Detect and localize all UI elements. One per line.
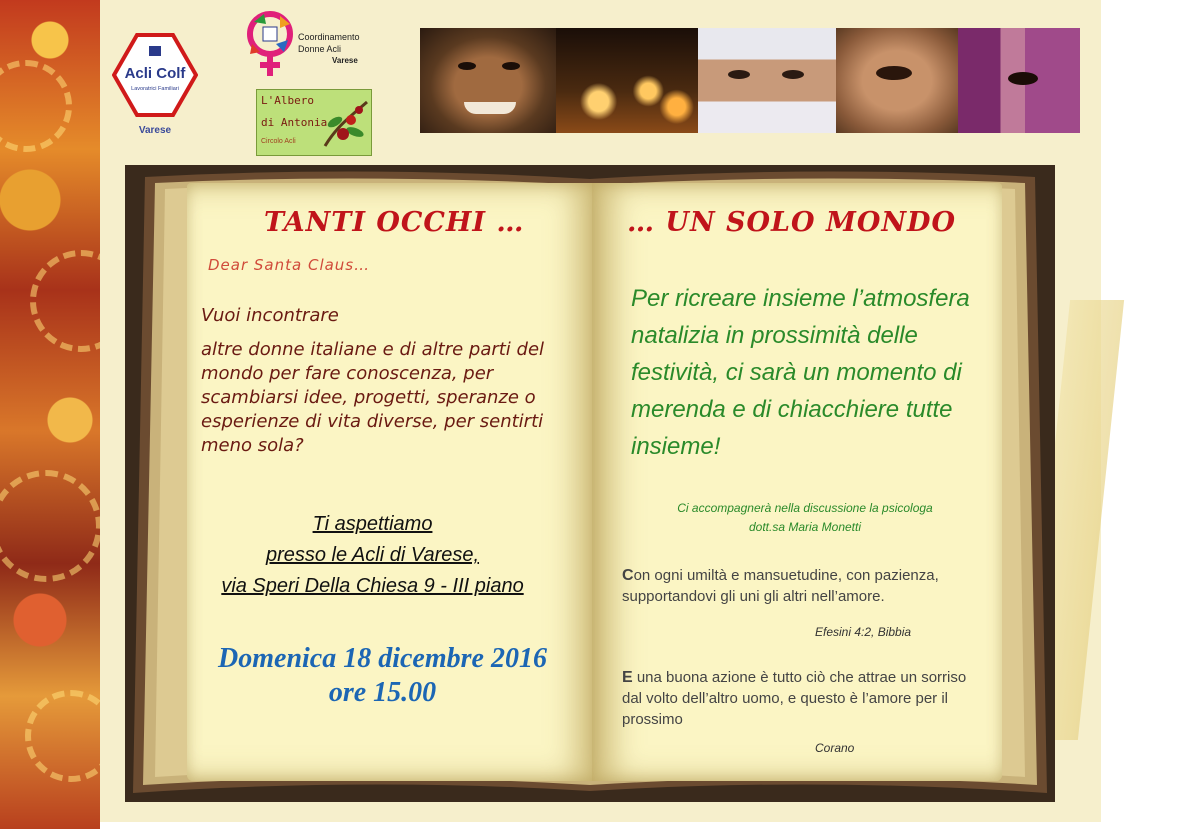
right-page-paragraph: Per ricreare insieme l’atmosfera natalizia in prossimità delle festività, ci sarà un momento di merenda e di chiacchiere tutte insieme! xyxy=(631,285,970,460)
acli-colf-hexagon-icon xyxy=(112,32,198,118)
coordinamento-city: Varese xyxy=(332,56,358,65)
bible-quote xyxy=(622,565,952,607)
albero-title-line1: L'Albero xyxy=(261,94,314,107)
invitation-address xyxy=(200,509,545,602)
gear-decoration xyxy=(0,470,102,582)
berries-icon xyxy=(321,96,369,152)
svg-text:Acli Colf: Acli Colf xyxy=(124,65,186,82)
albero-subtitle: Circolo Acli xyxy=(261,138,296,145)
invitation-line-3: via Speri Della Chiesa 9 - III piano xyxy=(221,575,524,597)
coordinamento-donne-logo xyxy=(244,10,394,80)
photo-candlelight-vigil xyxy=(556,28,698,133)
quran-quote-initial: E xyxy=(622,669,633,686)
women-symbol-icon xyxy=(244,10,296,80)
psychologist-note xyxy=(640,499,970,537)
coordinamento-label: Coordinamento xyxy=(298,32,360,42)
event-date-time xyxy=(191,642,574,710)
psychologist-note-line-1: Ci accompagnerà nella discussione la psicologa xyxy=(677,501,933,515)
quran-quote xyxy=(622,667,972,730)
svg-text:Lavoratrici Familiari: Lavoratrici Familiari xyxy=(131,86,179,92)
photo-woman-eye xyxy=(836,28,958,133)
left-page-paragraph: altre donne italiane e di altre parti del mondo per fare conoscenza, per scambiarsi idee, progetti, speranze o esperienze di vita diverse, per sentirti meno sola? xyxy=(201,339,545,456)
event-date: Domenica 18 dicembre 2016 xyxy=(218,643,547,674)
acli-colf-logo xyxy=(112,32,198,136)
quran-quote-citation: Corano xyxy=(815,741,855,755)
invitation-line-2: presso le Acli di Varese, xyxy=(265,544,480,566)
photo-strip xyxy=(420,28,1080,133)
acli-colf-city: Varese xyxy=(138,125,172,136)
intro-question: Vuoi incontrare xyxy=(201,305,339,326)
decorative-side-strip xyxy=(0,0,100,829)
gear-decoration xyxy=(0,60,72,152)
albero-di-antonia-logo xyxy=(256,89,372,156)
bible-quote-citation: Efesini 4:2, Bibbia xyxy=(815,625,912,639)
dear-santa-line: Dear Santa Claus… xyxy=(208,256,371,274)
psychologist-note-line-2: dott.sa Maria Monetti xyxy=(748,520,862,534)
quran-quote-text: una buona azione è tutto ciò che attrae un sorriso dal volto dell’altro uomo, e questo è l’amore per il prossimo xyxy=(622,669,967,728)
donne-acli-label: Donne Acli xyxy=(298,44,342,54)
left-page-title: TANTI OCCHI … xyxy=(264,207,525,238)
photo-veiled-woman-eye xyxy=(958,28,1080,133)
event-time: ore 15.00 xyxy=(328,677,437,708)
invitation-line-1: Ti aspettiamo xyxy=(312,513,433,535)
photo-smiling-face xyxy=(420,28,556,133)
right-page-title: … UN SOLO MONDO xyxy=(627,207,956,238)
photo-veiled-woman xyxy=(698,28,836,133)
albero-title-line2: di Antonia xyxy=(261,116,328,129)
bible-quote-text: on ogni umiltà e mansuetudine, con pazienza, supportandovi gli uni gli altri nell’amore. xyxy=(622,567,939,605)
bible-quote-initial: C xyxy=(622,567,634,584)
